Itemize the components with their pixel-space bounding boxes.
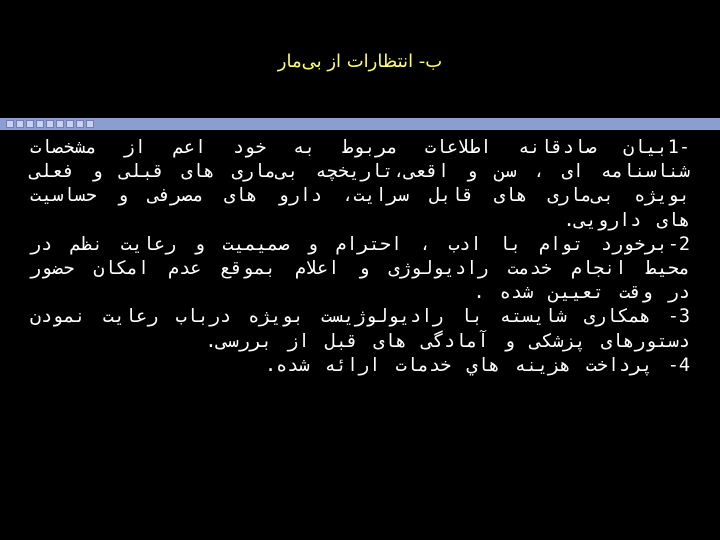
decorative-squares [6,118,94,128]
body-content [30,136,690,378]
decorative-bar [0,118,720,130]
decorative-square [26,120,34,128]
decorative-square [16,120,24,128]
decorative-square [66,120,74,128]
decorative-square [6,120,14,128]
decorative-square [56,120,64,128]
decorative-square [36,120,44,128]
slide-title: ب- انتظارات از بی‌مار [277,51,443,72]
paragraph-1: -1بیان صادقانه اطلاعات مربوط به خود اعم از مشخصات شناسنامه ای ، سن و اقعی،تاریخچه بی‌ماری های قبلی و فعلی بویژه بی‌ماری های قابل سرایت، دارو های مصرفی و حساسیت های دارویی. [30,137,690,231]
decorative-square [46,120,54,128]
title-area [0,0,720,118]
paragraph-3: 3- همکاری شایسته با رادیولوژیست بویژه درباب رعایت نمودن دستورهای پزشکی و آمادگی های قبل از بررسی. [30,306,690,352]
decorative-square [86,120,94,128]
paragraph-4: 4- پرداخت هزینه هاي خدمات ارائه شده. [265,354,690,376]
decorative-square [76,120,84,128]
decorative-bar-fill [0,118,720,130]
paragraph-2: 2-برخورد توام با ادب ، احترام و صمیمیت و رعایت نظم در محیط انجام خدمت رادیولوژی و اعلام بموقع عدم امکان حضور در وقت تعیین شده . [30,233,690,304]
